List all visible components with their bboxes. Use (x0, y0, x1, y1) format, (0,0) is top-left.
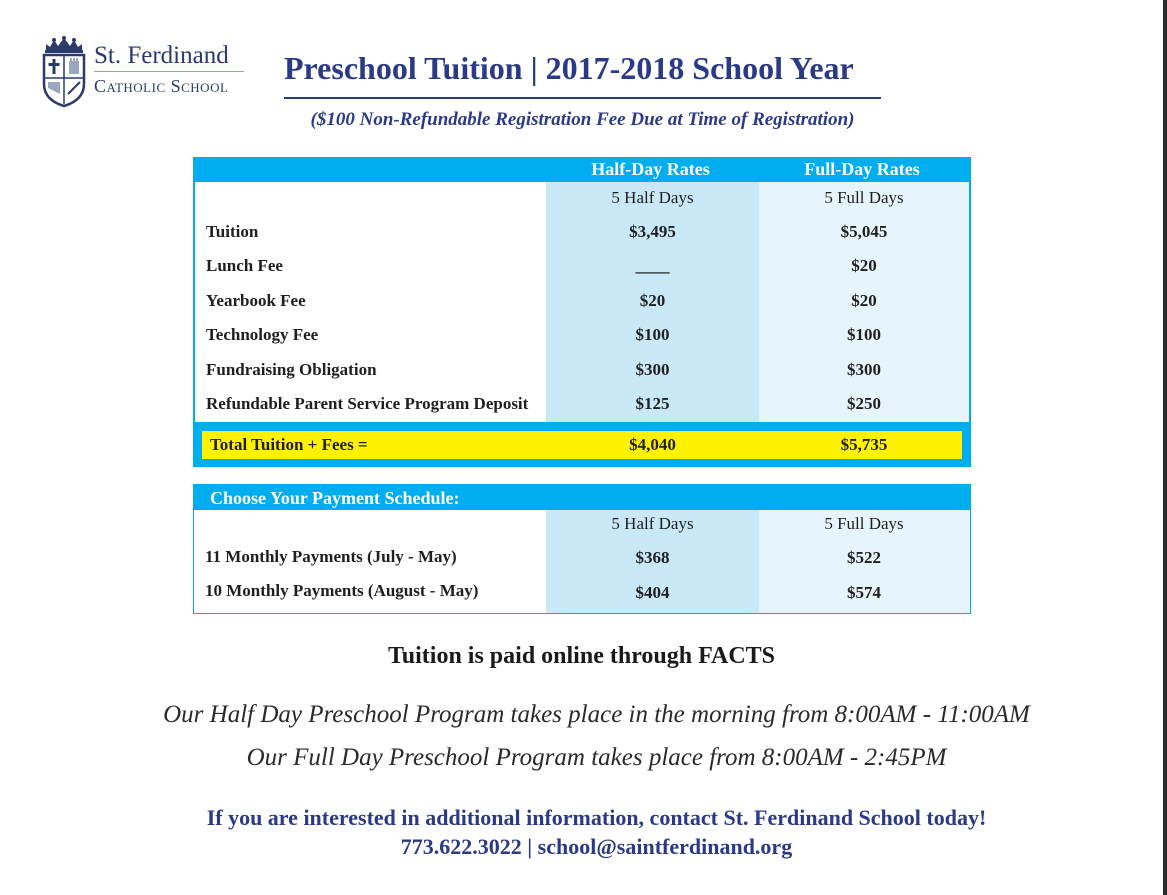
row-label-11-monthly-payments: 11 Monthly Payments (July - May) (205, 547, 457, 566)
row-label-yearbook-fee: Yearbook Fee (206, 291, 306, 310)
logo-school-name: St. Ferdinand (94, 42, 229, 69)
row-label-lunch-fee: Lunch Fee (206, 256, 283, 275)
fundraising-half-value: $300 (635, 360, 670, 379)
total-full-value: $5,735 (840, 435, 888, 454)
deposit-full-value: $250 (847, 394, 881, 413)
half-day-program-hours: Our Half Day Preschool Program takes place in the morning from 8:00AM - 11:00AM (163, 701, 1030, 728)
fundraising-full-value: $300 (847, 360, 881, 379)
technology-fee-half-value: $100 (635, 325, 670, 344)
full-day-program-hours: Our Full Day Preschool Program takes place from 8:00AM - 2:45PM (246, 744, 947, 771)
payment-schedule-table (193, 484, 971, 614)
yearbook-fee-full-value: $20 (851, 291, 877, 310)
title-underline (284, 97, 881, 99)
crest-icon (40, 36, 88, 108)
payment-subheader-half-days: 5 Half Days (611, 514, 694, 533)
logo-divider (94, 71, 244, 72)
logo-school-subtitle: Catholic School (94, 76, 229, 96)
payment-schedule-title: Choose Your Payment Schedule: (210, 488, 460, 508)
deposit-half-value: $125 (635, 394, 670, 413)
subheader-half-days: 5 Half Days (611, 188, 694, 207)
row-label-tuition: Tuition (206, 222, 259, 241)
header-half-day-rates: Half-Day Rates (591, 159, 710, 179)
11-payments-half-value: $368 (635, 548, 670, 567)
tuition-table-body (195, 182, 969, 422)
tuition-full-value: $5,045 (840, 222, 888, 241)
row-label-technology-fee: Technology Fee (206, 325, 319, 344)
subheader-full-days: 5 Full Days (824, 188, 904, 207)
page-title: Preschool Tuition | 2017-2018 School Year (284, 50, 854, 86)
registration-fee-note: ($100 Non-Refundable Registration Fee Due at Time of Registration) (310, 109, 855, 130)
10-payments-half-value: $404 (635, 583, 670, 602)
payment-schedule-body (194, 510, 970, 613)
total-row (202, 431, 962, 459)
tuition-half-value: $3,495 (629, 222, 676, 241)
total-half-value: $4,040 (629, 435, 676, 454)
contact-invitation: If you are interested in additional information, contact St. Ferdinand School today! (206, 805, 987, 830)
payment-subheader-full-days: 5 Full Days (824, 514, 904, 533)
school-logo (40, 36, 255, 111)
row-label-10-monthly-payments: 10 Monthly Payments (August - May) (205, 581, 479, 600)
total-label: Total Tuition + Fees = (210, 435, 368, 454)
lunch-fee-full-value: $20 (851, 256, 877, 275)
facts-payment-note: Tuition is paid online through FACTS (387, 643, 776, 669)
technology-fee-full-value: $100 (847, 325, 881, 344)
yearbook-fee-half-value: $20 (639, 291, 666, 310)
row-label-fundraising-obligation: Fundraising Obligation (206, 360, 377, 379)
11-payments-full-value: $522 (847, 548, 881, 567)
10-payments-full-value: $574 (847, 583, 881, 602)
contact-phone-email[interactable]: 773.622.3022 | school@saintferdinand.org (400, 834, 793, 859)
row-label-parent-service-deposit: Refundable Parent Service Program Deposit (206, 394, 529, 413)
lunch-fee-half-value: ____ (635, 256, 670, 275)
tuition-table (193, 157, 971, 467)
header-full-day-rates: Full-Day Rates (804, 159, 920, 179)
